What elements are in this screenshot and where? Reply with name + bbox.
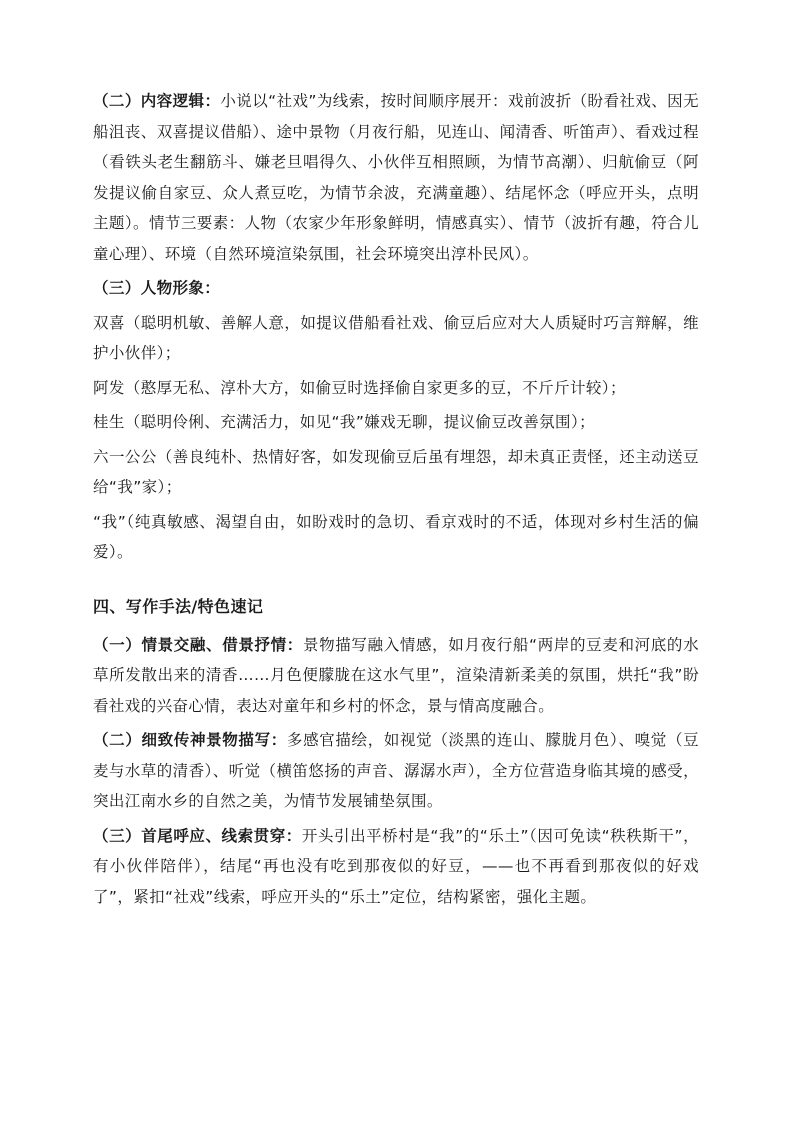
technique-text-1: 景物描写融入情感，如月夜行船“两岸的豆麦和河底的水草所发散出来的清香……月色便朦胧在这水气里”，渲染清新柔美的氛围，烘托“我”盼看社戏的兴奋心情，表达对童年和乡村的怀念，景与情高度融合。 xyxy=(93,635,699,715)
technique-paragraph-3 xyxy=(93,821,699,913)
technique-text-2: 多感官描绘，如视觉（淡黑的连山、朦胧月色）、嗅觉（豆麦与水草的清香）、听觉（横笛悠扬的声音、潺潺水声），全方位营造身临其境的感受，突出江南水乡的自然之美，为情节发展铺垫氛围。 xyxy=(93,731,699,810)
content-logic-text: 小说以“社戏”为线索，按时间顺序展开：戏前波折（盼看社戏、因无船沮丧、双喜提议借船）、途中景物（月夜行船，见连山、闻清香、听笛声）、看戏过程（看铁头老生翻筋斗、嫌老旦唱得久、小伙伴互相照顾，为情节高潮）、归航偷豆（阿发提议偷自家豆、众人煮豆吃，为情节余波，充满童趣）、结尾怀念（呼应开头，点明主题）。情节三要素：人物（农家少年形象鲜明，情感真实）、情节（波折有趣，符合儿童心理）、环境（自然环境渲染氛围，社会环境突出淳朴民风）。 xyxy=(93,92,699,263)
character-liuyi-gonggong: 六一公公（善良纯朴、热情好客，如发现偷豆后虽有埋怨，却未真正责怪，还主动送豆给“我”家）； xyxy=(93,447,699,496)
technique-text-3: 开头引出平桥村是“我”的“乐土”（因可免读“秩秩斯干”，有小伙伴陪伴），结尾“再也没有吃到那夜似的好豆，——也不再看到那夜似的好戏了”，紧扣“社戏”线索，呼应开头的“乐土”定位，结构紧密，强化主题。 xyxy=(93,826,699,906)
character-shuangxi: 双喜（聪明机敏、善解人意，如提议借船看社戏、偷豆后应对大人质疑时巧言辩解，维护小伙伴）； xyxy=(93,313,699,362)
technique-heading-1: （一）情景交融、借景抒情： xyxy=(93,635,303,654)
content-logic-paragraph xyxy=(93,86,699,269)
character-heading-paragraph xyxy=(93,273,699,304)
technique-paragraph-1 xyxy=(93,630,699,722)
section-title-writing-techniques: 四、写作手法/特色速记 xyxy=(93,596,264,616)
technique-paragraph-2 xyxy=(93,725,699,817)
character-heading: （三）人物形象： xyxy=(93,279,221,297)
technique-heading-3: （三）首尾呼应、线索贯穿： xyxy=(93,826,302,845)
character-narrator: “我”（纯真敏感、渴望自由，如盼戏时的急切、看京戏时的不适，体现对乡村生活的偏爱）。 xyxy=(93,512,699,561)
character-guisheng: 桂生（聪明伶俐、充满活力，如见“我”嫌戏无聊，提议偷豆改善氛围）； xyxy=(93,413,596,431)
character-afa: 阿发（憨厚无私、淳朴大方，如偷豆时选择偷自家更多的豆，不斤斤计较）； xyxy=(93,378,626,397)
document-page xyxy=(93,86,699,916)
content-logic-heading: （二）内容逻辑： xyxy=(93,92,221,110)
technique-heading-2: （二）细致传神景物描写： xyxy=(93,731,287,749)
